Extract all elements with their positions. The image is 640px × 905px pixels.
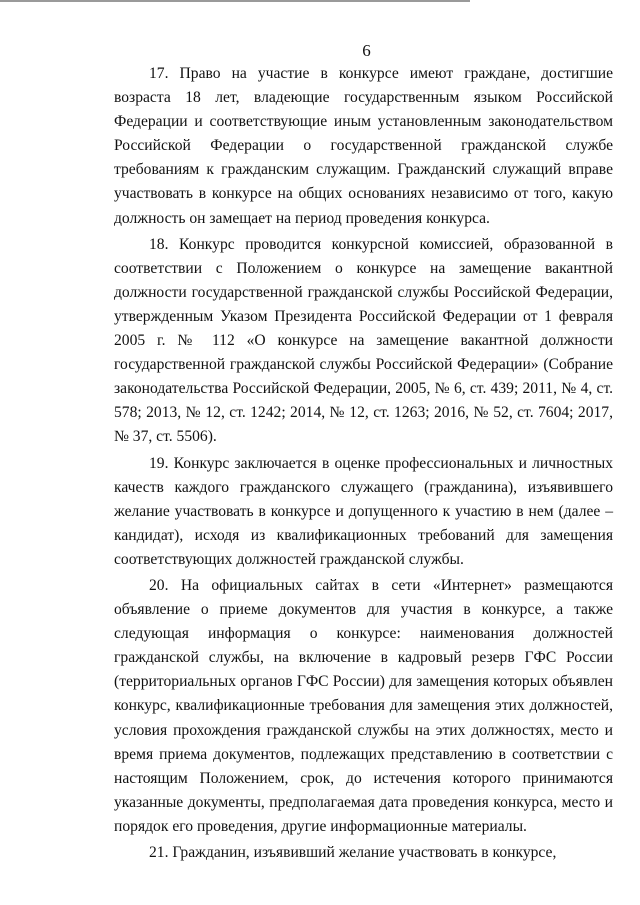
scan-top-edge-line xyxy=(0,0,470,2)
paragraph-21: 21. Гражданин, изъявивший желание участвовать в конкурсе, xyxy=(149,844,557,861)
page-number: 6 xyxy=(362,41,371,60)
paragraph-20: 20. На официальных сайтах в сети «Интернет» размещаются объявление о приеме документов для участия в конкурсе, а также следующая информация о конкурсе: наименования должностей гражданской службы, на включение в кадровый резерв ГФС России (территориальных органов ГФС России) для замещения которых объявлен конкурс, квалификационные требования для замещения этих должностей, условия прохождения гражданской службы на этих должностях, место и время приема документов, подлежащих представлению в соответствии с настоящим Положением, срок, до истечения которого принимаются указанные документы, предполагаемая дата проведения конкурса, место и порядок его проведения, другие информационные материалы. xyxy=(114,576,613,835)
paragraph-19: 19. Конкурс заключается в оценке профессиональных и личностных качеств каждого гражданского служащего (гражданина), изъявившего желание участвовать в конкурсе и допущенного к участию в нем (далее – кандидат), исходя из квалификационных требований для замещения соответствующих должностей гражданской службы. xyxy=(114,454,613,568)
paragraph-17: 17. Право на участие в конкурсе имеют граждане, достигшие возраста 18 лет, владеющие государственным языком Российской Федерации и соответствующие иным установленным законодательством Российской Федерации о государственной гражданской службе требованиям к гражданским служащим. Гражданский служащий вправе участвовать в конкурсе на общих основаниях независимо от того, какую должность он замещает на период проведения конкурса. xyxy=(114,65,613,227)
document-body xyxy=(114,62,613,865)
paragraph-18: 18. Конкурс проводится конкурсной комиссией, образованной в соответствии с Положением о конкурсе на замещение вакантной должности государственной гражданской службы Российской Федерации, утвержденным Указом Президента Российской Федерации от 1 февраля 2005 г. № 112 «О конкурсе на замещение вакантной должности государственной гражданской службы Российской Федерации» (Собрание законодательства Российской Федерации, 2005, № 6, ст. 439; 2011, № 4, ст. 578; 2013, № 12, ст. 1242; 2014, № 12, ст. 1263; 2016, № 52, ст. 7604; 2017, № 37, ст. 5506). xyxy=(114,235,613,446)
